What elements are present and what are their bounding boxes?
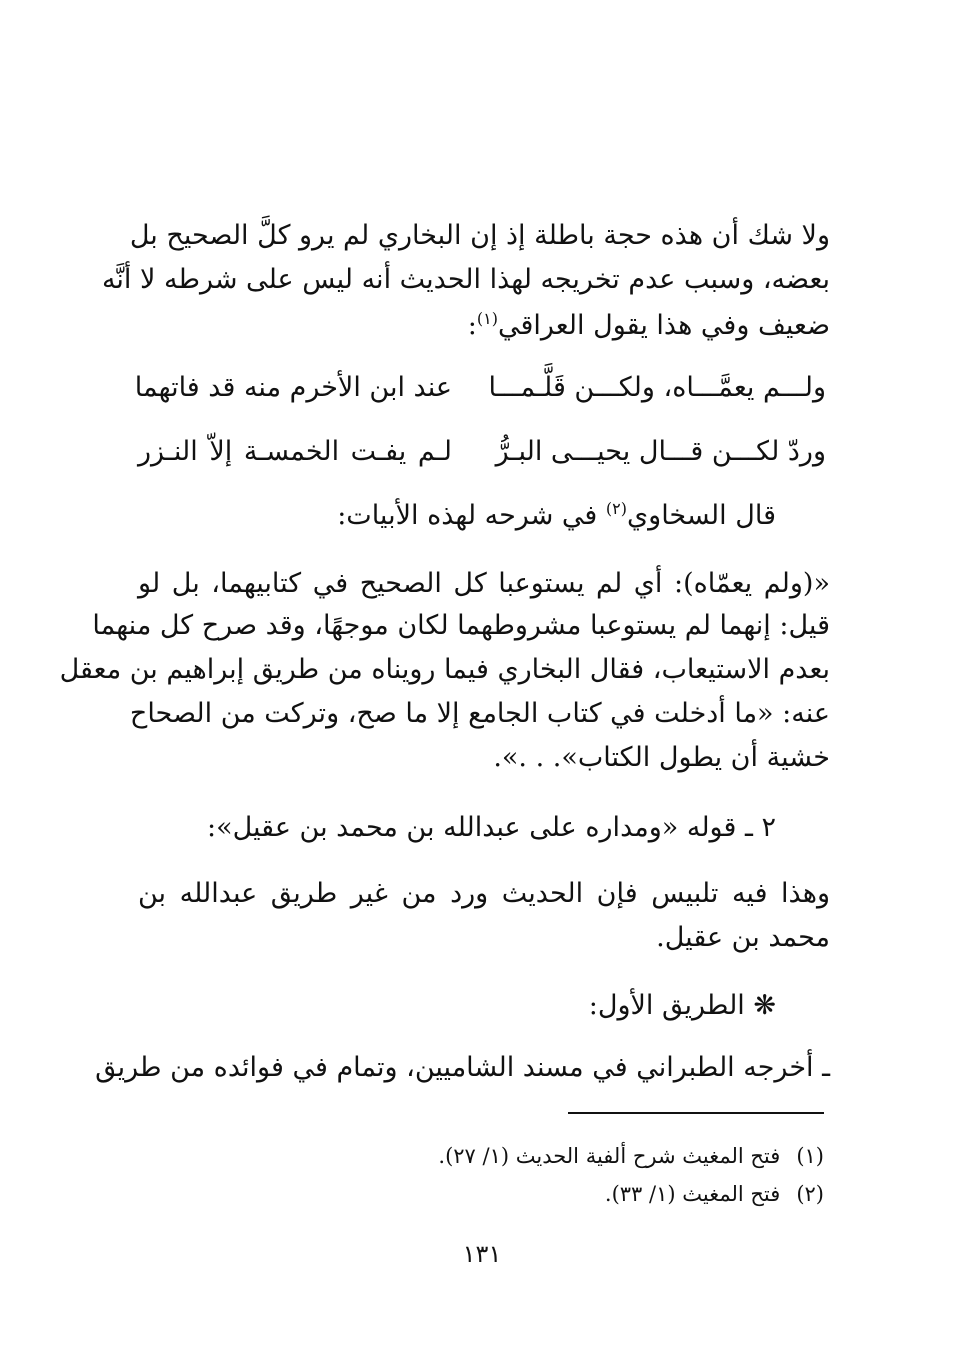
footnote-reference: (١) [476,309,498,328]
sakhawi-text: في شرحه لهذه الأبيات: [337,500,598,531]
verse-second-hemistich: لـم يفـت الخمسـة إلاّ النـزر [138,436,452,467]
footnote [438,1140,824,1172]
quote-line: بعدم الاستيعاب، فقال البخاري فيما رويناه من طريق إبراهيم بن معقل [59,654,830,685]
quote-line: قيل: إنهما لم يستوعبا مشروطهما لكان موجهًا، وقد صرح كل منهما [92,610,830,641]
paragraph-line: بعضه، وسبب عدم تخريجه لهذا الحديث أنه ليس على شرطه لا أنَّه [101,264,830,295]
paragraph-line: ـ أخرجه الطبراني في مسند الشاميين، وتمام في فوائده من طريق [95,1052,830,1083]
quote-line: خشية أن يطول الكتاب». . .». [493,742,830,773]
sakhawi-intro [337,496,776,536]
verse-second-hemistich: عند ابن الأخرم منه قد فاتهما [134,372,452,403]
verse-first-hemistich: وردّ لكـــن قـــال يحيـــى البـرُّ [495,436,826,467]
sakhawi-name: قال السخاوي [627,500,776,531]
paragraph-line: وهذا فيه تلبيس فإن الحديث ورد من غير طريق عبدالله بن [138,878,830,909]
footnote-reference: (٢) [605,499,628,518]
footnote-separator [568,1112,824,1114]
footnote-text: فتح المغيث شرح ألفية الحديث (١/ ٢٧). [438,1144,781,1168]
page-number: ١٣١ [462,1240,502,1268]
quote-line: عنه: «ما أدخلت في كتاب الجامع إلا ما صح، وتركت من الصحاح [129,698,830,729]
point-heading: ٢ ـ قوله «ومداره على عبدالله بن محمد بن عقيل»: [206,812,776,843]
footnote-text: فتح المغيث (١/ ٣٣). [604,1182,781,1206]
colon: : [467,310,477,341]
quote-line: «(ولم يعمّاه): أي لم يستوعبا كل الصحيح في كتابيهما، بل لو [138,568,830,599]
verse-first-hemistich: ولـــم يعمَّـــاه، ولكـــن قَلَّـمـــا [488,372,826,403]
paragraph-line: ولا شك أن هذه حجة باطلة إذ إن البخاري لم يرو كلَّ الصحيح بل [129,220,830,251]
paragraph-text: ضعيف وفي هذا يقول العراقي [497,310,830,341]
footnote [605,1178,824,1210]
section-heading: ❋ الطريق الأول: [588,990,776,1021]
paragraph-line: محمد بن عقيل. [656,922,830,953]
footnote-number: (١) [796,1144,824,1168]
footnote-number: (٢) [796,1182,824,1206]
paragraph-line [468,306,830,346]
